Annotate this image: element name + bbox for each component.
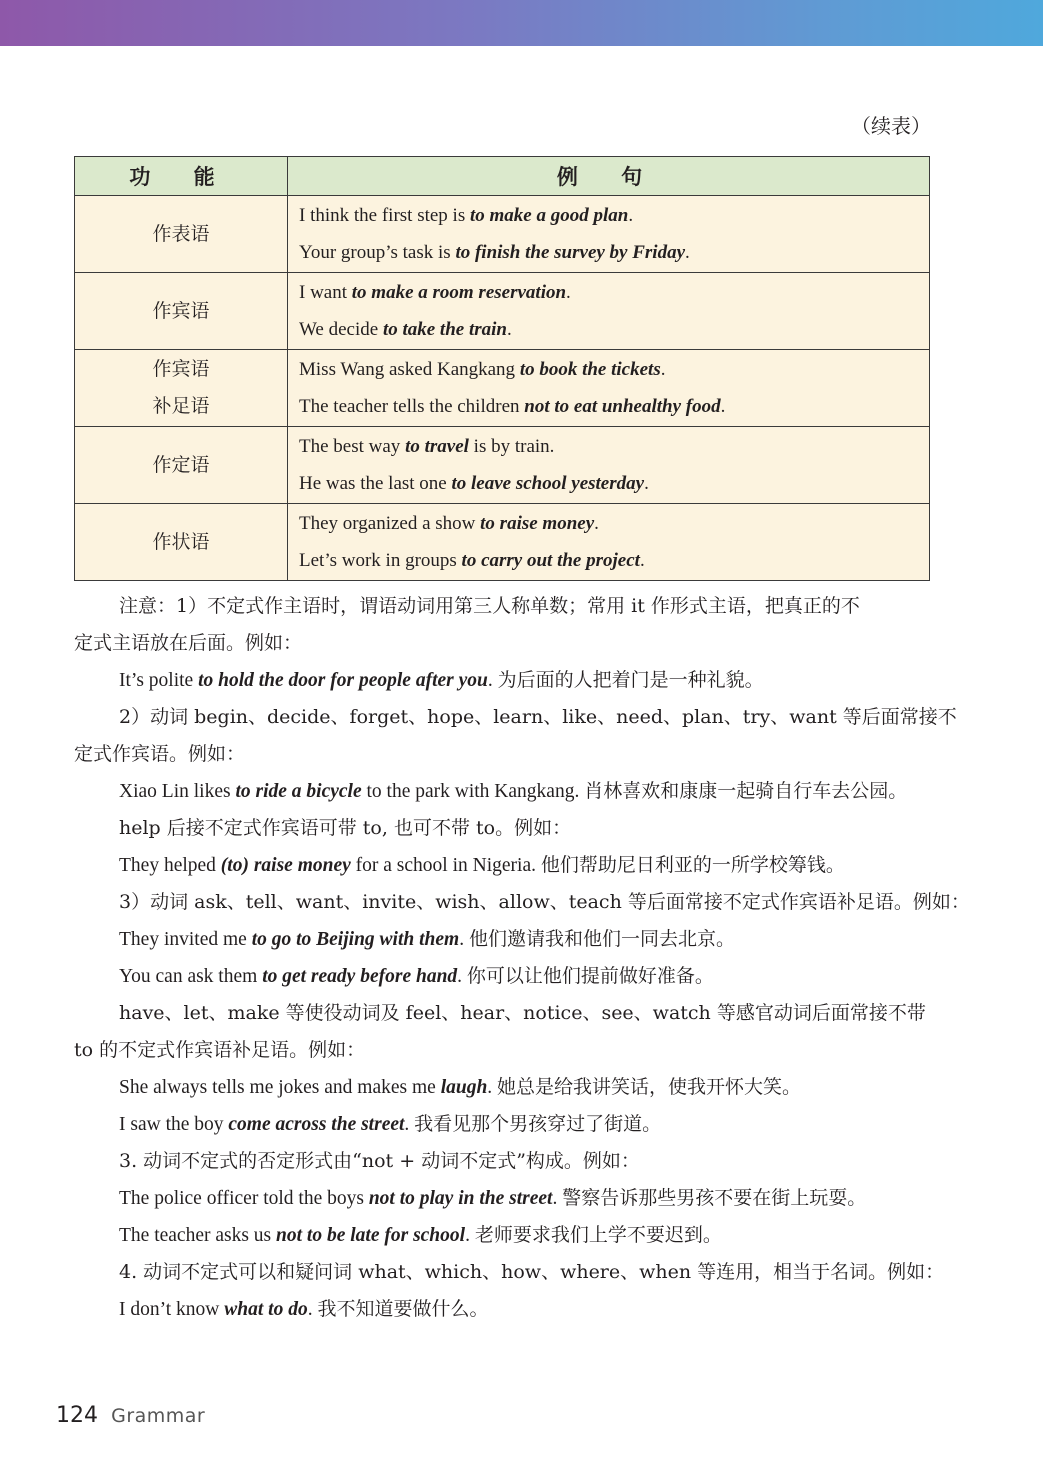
note-line	[74, 1254, 945, 1291]
note-line	[74, 662, 934, 699]
text-run: The best way	[299, 436, 406, 457]
note-line	[74, 847, 934, 884]
note-line	[74, 810, 934, 847]
text-run: .	[685, 242, 690, 263]
function-label: 作状语	[152, 530, 210, 553]
text-run: The police officer told the boys	[119, 1188, 369, 1209]
example-cell	[288, 504, 930, 581]
note-line	[74, 1143, 934, 1180]
text-run: Xiao Lin likes	[119, 781, 236, 802]
text-run: .	[628, 205, 634, 226]
bold-phrase: to take the train	[382, 319, 507, 340]
note-line	[74, 625, 934, 662]
table-row	[75, 427, 930, 504]
example-sentence	[299, 465, 929, 502]
bold-phrase: to finish the survey by Friday	[455, 242, 686, 263]
note-line	[74, 1217, 934, 1254]
example-cell	[288, 350, 930, 427]
note-line	[74, 1032, 934, 1069]
bold-wrapper	[228, 1114, 404, 1135]
bold-wrapper	[252, 929, 460, 950]
text-run: .	[506, 319, 512, 340]
note-line	[74, 995, 934, 1032]
continued-label: （续表）	[851, 114, 931, 138]
text-run: The teacher tells the children	[299, 396, 525, 417]
text-run: .	[720, 396, 726, 417]
bold-phrase: to hold the door for people after you	[198, 670, 488, 691]
note-line	[74, 884, 970, 921]
function-cell	[75, 273, 288, 350]
function-label: 作宾语	[152, 358, 210, 380]
text-run: .	[552, 1188, 563, 1209]
text-run: 为后面的人把着门是一种礼貌。	[497, 669, 764, 691]
page-number: 124	[56, 1403, 98, 1428]
text-run: I want	[299, 282, 352, 303]
text-run: 3. 动词不定式的否定形式由“not + 动词不定式”构成。例如：	[119, 1150, 640, 1172]
text-run: 肖林喜欢和康康一起骑自行车去公园。	[584, 780, 908, 802]
function-cell	[75, 196, 288, 273]
bold-phrase: raise money	[253, 855, 351, 876]
note-line	[74, 921, 934, 958]
text-run: .	[465, 1225, 475, 1246]
bold-wrapper	[369, 1188, 553, 1209]
bold-phrase: what to do	[224, 1299, 308, 1320]
text-run: It’s polite	[119, 670, 199, 691]
bold-phrase: not to play in the street	[368, 1188, 553, 1209]
header-function: 功 能	[75, 157, 288, 196]
function-label: 补足语	[152, 395, 210, 417]
text-run: I think the first step is	[299, 205, 470, 226]
example-sentence	[299, 428, 929, 465]
note-line	[74, 958, 934, 995]
text-run: I saw the boy	[119, 1114, 229, 1135]
table-header-row	[75, 157, 930, 196]
function-label: 作宾语	[152, 299, 210, 322]
bold-phrase: (to)	[220, 855, 249, 876]
text-run: We decide	[299, 319, 383, 340]
bold-wrapper	[480, 513, 594, 534]
text-run: 4. 动词不定式可以和疑问词 what、which、how、where、when 等连用，相当于名词。例如：	[119, 1261, 945, 1283]
text-run: 3）动词 ask、tell、want、invite、wish、allow、teach 等后面常接不定式作宾语补足语。例如：	[119, 891, 970, 913]
bold-wrapper	[405, 436, 469, 457]
note-line	[74, 1106, 934, 1143]
text-run: Your group’s task is	[299, 242, 456, 263]
note-line	[74, 588, 934, 625]
text-run: .	[307, 1299, 318, 1320]
text-run: .	[487, 670, 498, 691]
note-line	[74, 1069, 934, 1106]
text-run: to 的不定式作宾语补足语。例如：	[74, 1039, 366, 1061]
bold-phrase: to book the tickets	[519, 359, 661, 380]
bold-wrapper	[441, 1077, 488, 1098]
function-cell	[75, 504, 288, 581]
text-run: 2）动词 begin、decide、forget、hope、learn、like、need、plan、try、want 等后面常接不	[119, 706, 957, 728]
text-run: Let’s work in groups	[299, 550, 462, 571]
bold-phrase: not to be late for school	[276, 1225, 466, 1246]
bold-phrase: laugh	[440, 1077, 488, 1098]
text-run: Miss Wang asked Kangkang	[299, 359, 520, 380]
bold-wrapper	[224, 1299, 307, 1320]
text-run: She always tells me jokes and makes me	[119, 1077, 441, 1098]
bold-phrase: to raise money	[480, 513, 595, 534]
text-run: They invited me	[119, 929, 252, 950]
bold-wrapper	[462, 550, 640, 571]
example-sentence	[299, 234, 929, 271]
text-run: 你可以让他们提前做好准备。	[466, 965, 714, 987]
text-run: 定式主语放在后面。例如：	[74, 632, 303, 654]
table-row	[75, 273, 930, 350]
bold-wrapper	[470, 205, 628, 226]
bold-phrase: to go to Beijing with them	[251, 929, 460, 950]
text-run: 她总是给我讲笑话，使我开怀大笑。	[497, 1076, 802, 1098]
bold-phrase: to make a room reservation	[351, 282, 567, 303]
text-run: .	[639, 550, 645, 571]
note-line	[74, 1180, 934, 1217]
bold-phrase: to make a good plan	[469, 205, 629, 226]
text-run: 他们邀请我和他们一同去北京。	[468, 928, 735, 950]
text-run: 警察告诉那些男孩不要在街上玩耍。	[562, 1187, 867, 1209]
text-run: for a school in Nigeria.	[350, 855, 541, 876]
note-line	[74, 699, 957, 736]
top-color-band	[0, 0, 1043, 46]
example-sentence	[299, 311, 929, 348]
bold-phrase: to travel	[405, 436, 469, 457]
bold-phrase: to ride a bicycle	[235, 781, 362, 802]
bold-phrase: not to eat unhealthy food	[524, 396, 721, 417]
example-sentence	[299, 351, 929, 388]
table-row	[75, 350, 930, 427]
table-body	[75, 196, 930, 581]
text-run: 我看见那个男孩穿过了街道。	[414, 1113, 662, 1135]
text-run: have、let、make 等使役动词及 feel、hear、notice、see、watch 等感官动词后面常接不带	[119, 1002, 926, 1024]
text-run: 注意：1）不定式作主语时，谓语动词用第三人称单数；常用 it 作形式主语，把真正的不	[119, 595, 860, 617]
text-run: is by train.	[468, 436, 555, 457]
example-sentence	[299, 197, 929, 234]
text-run: 他们帮助尼日利亚的一所学校筹钱。	[540, 854, 845, 876]
text-run: 老师要求我们上学不要迟到。	[474, 1224, 722, 1246]
bold-phrase: to carry out the project	[461, 550, 640, 571]
text-run: .	[404, 1114, 415, 1135]
bold-wrapper	[276, 1225, 465, 1246]
example-sentence	[299, 505, 929, 542]
bold-wrapper	[262, 966, 457, 987]
text-run: The teacher asks us	[119, 1225, 277, 1246]
text-run: .	[487, 1077, 498, 1098]
bold-wrapper	[383, 319, 507, 340]
bold-wrapper	[451, 473, 644, 494]
bold-wrapper	[352, 282, 566, 303]
text-run: 我不知道要做什么。	[317, 1298, 489, 1320]
example-cell	[288, 427, 930, 504]
text-run: help 后接不定式作宾语可带 to, 也可不带 to。例如：	[119, 817, 572, 839]
note-line	[74, 736, 934, 773]
text-run: .	[457, 966, 467, 987]
text-run: They helped	[119, 855, 221, 876]
bold-wrapper	[198, 670, 488, 691]
bold-phrase: to get ready before hand	[262, 966, 458, 987]
bold-wrapper	[524, 396, 720, 417]
bold-wrapper	[520, 359, 661, 380]
example-sentence	[299, 388, 929, 425]
text-run: I don’t know	[119, 1299, 225, 1320]
bold-wrapper	[221, 855, 249, 876]
text-run: 定式作宾语。例如：	[74, 743, 246, 765]
header-examples: 例 句	[288, 157, 930, 196]
page-footer	[56, 1403, 205, 1428]
function-label: 作表语	[152, 222, 210, 245]
text-run: You can ask them	[119, 966, 263, 987]
text-run: .	[594, 513, 599, 534]
example-cell	[288, 273, 930, 350]
text-run: .	[660, 359, 666, 380]
grammar-table	[74, 156, 930, 581]
notes-section	[74, 588, 970, 1328]
table-row	[75, 196, 930, 273]
example-sentence	[299, 274, 929, 311]
example-sentence	[299, 542, 929, 579]
example-cell	[288, 196, 930, 273]
bold-wrapper	[254, 855, 351, 876]
bold-phrase: come across the street	[228, 1114, 405, 1135]
bold-wrapper	[235, 781, 361, 802]
function-cell	[75, 427, 288, 504]
text-run: He was the last one	[299, 473, 452, 494]
function-cell	[75, 350, 288, 427]
text-run: .	[459, 929, 469, 950]
text-run: .	[644, 473, 649, 494]
text-run: .	[566, 282, 571, 303]
section-title: Grammar	[111, 1405, 206, 1427]
note-line	[74, 1291, 934, 1328]
table-row	[75, 504, 930, 581]
note-line	[74, 773, 934, 810]
text-run: They organized a show	[299, 513, 481, 534]
text-run: to the park with Kangkang.	[361, 781, 585, 802]
bold-wrapper	[455, 242, 685, 263]
function-label: 作定语	[152, 453, 210, 476]
bold-phrase: to leave school yesterday	[451, 473, 645, 494]
